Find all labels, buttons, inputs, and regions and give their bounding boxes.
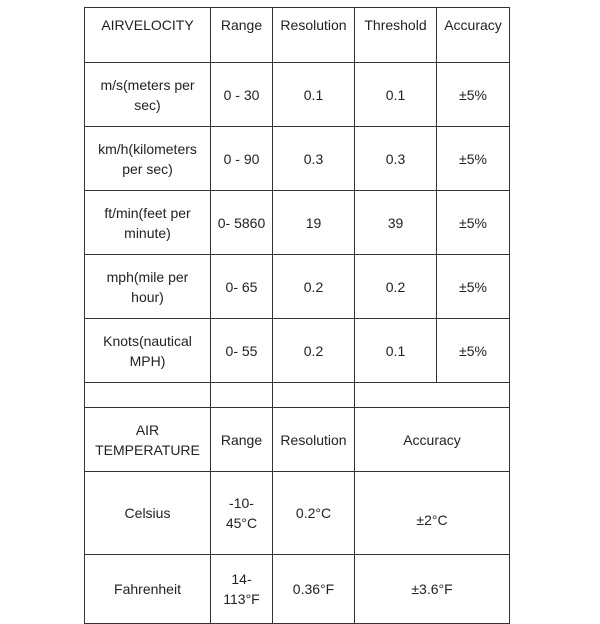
header-cell-air-temperature: AIR TEMPERATURE — [85, 408, 211, 472]
table-row — [85, 191, 510, 255]
empty-cell — [355, 383, 510, 408]
unit-cell: Fahrenheit — [85, 555, 211, 624]
unit-cell: ft/min(feet per minute) — [85, 191, 211, 255]
resolution-cell: 19 — [273, 191, 355, 255]
resolution-cell: 0.36°F — [273, 555, 355, 624]
range-cell: 0 - 30 — [211, 63, 273, 127]
empty-cell — [211, 383, 273, 408]
header-cell-range: Range — [211, 8, 273, 63]
air-temperature-header-row — [85, 408, 510, 472]
resolution-cell: 0.1 — [273, 63, 355, 127]
table-row — [85, 127, 510, 191]
threshold-cell: 0.1 — [355, 63, 437, 127]
header-cell-threshold: Threshold — [355, 8, 437, 63]
table-row — [85, 472, 510, 555]
resolution-cell: 0.2 — [273, 255, 355, 319]
range-cell: 0- 5860 — [211, 191, 273, 255]
threshold-cell: 0.2 — [355, 255, 437, 319]
unit-cell: mph(mile per hour) — [85, 255, 211, 319]
threshold-cell: 39 — [355, 191, 437, 255]
table-row — [85, 555, 510, 624]
unit-cell: km/h(kilometers per sec) — [85, 127, 211, 191]
header-cell-resolution: Resolution — [273, 8, 355, 63]
specification-table — [84, 7, 510, 624]
resolution-cell: 0.3 — [273, 127, 355, 191]
accuracy-cell: ±5% — [437, 127, 510, 191]
accuracy-cell: ±5% — [437, 63, 510, 127]
range-cell: -10- 45°C — [211, 472, 273, 555]
unit-cell: Knots(nautical MPH) — [85, 319, 211, 383]
table-row — [85, 63, 510, 127]
accuracy-cell: ±2°C — [355, 472, 510, 555]
accuracy-cell: ±3.6°F — [355, 555, 510, 624]
range-cell: 14- 113°F — [211, 555, 273, 624]
spacer-row — [85, 383, 510, 408]
empty-cell — [273, 383, 355, 408]
range-cell: 0 - 90 — [211, 127, 273, 191]
table-row — [85, 255, 510, 319]
unit-cell: m/s(meters per sec) — [85, 63, 211, 127]
empty-cell — [85, 383, 211, 408]
header-cell-range: Range — [211, 408, 273, 472]
resolution-cell: 0.2°C — [273, 472, 355, 555]
range-cell: 0- 65 — [211, 255, 273, 319]
header-cell-air-velocity: AIRVELOCITY — [85, 8, 211, 63]
accuracy-cell: ±5% — [437, 255, 510, 319]
header-cell-accuracy: Accuracy — [437, 8, 510, 63]
unit-cell: Celsius — [85, 472, 211, 555]
threshold-cell: 0.3 — [355, 127, 437, 191]
air-velocity-header-row — [85, 8, 510, 63]
range-cell: 0- 55 — [211, 319, 273, 383]
resolution-cell: 0.2 — [273, 319, 355, 383]
accuracy-cell: ±5% — [437, 191, 510, 255]
threshold-cell: 0.1 — [355, 319, 437, 383]
table-row — [85, 319, 510, 383]
header-cell-accuracy: Accuracy — [355, 408, 510, 472]
accuracy-cell: ±5% — [437, 319, 510, 383]
header-cell-resolution: Resolution — [273, 408, 355, 472]
